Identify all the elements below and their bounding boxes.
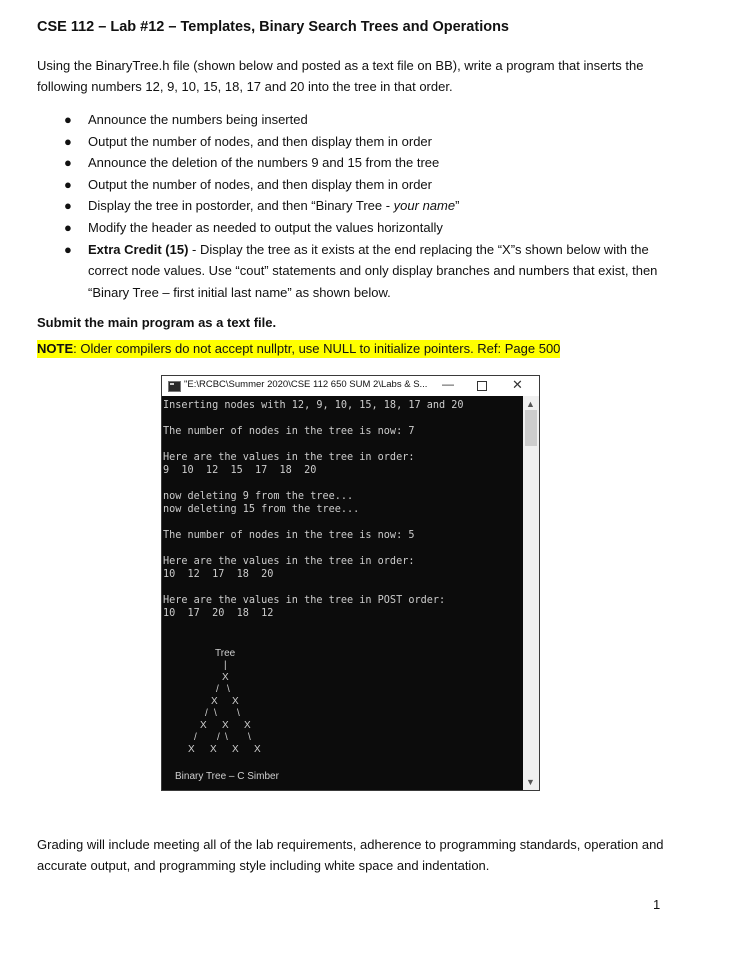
console-app-icon [168,381,181,392]
page-number: 1 [653,897,661,912]
tree-branch-right: \ [214,708,217,719]
bullet-icon: ● [64,133,72,149]
bullet-icon: ● [64,198,72,214]
tree-branch-right: \ [225,732,228,743]
list-item: ● Announce the deletion of the numbers 9 and 15 from the tree [62,152,662,174]
tree-signature: Binary Tree – C Simber [175,771,279,782]
list-item: ● Modify the header as needed to output the values horizontally [62,217,662,239]
requirements-list [62,109,662,303]
console-line: 9 10 12 15 17 18 20 [163,465,317,476]
note-highlight: NOTE: Older compilers do not accept nullptr, use NULL to initialize pointers. Ref: Page 500 [37,341,561,356]
console-line: 10 12 17 18 20 [163,569,274,580]
tree-node: X [222,720,229,731]
bullet-icon: ● [64,155,72,171]
bullet-icon: ● [64,176,72,192]
grading-paragraph: Grading will include meeting all of the lab requirements, adherence to programming standards, operation and accurate output, and programming style including white space and indentation. [37,837,664,873]
list-item: ● Announce the numbers being inserted [62,109,662,131]
console-line: Here are the values in the tree in order: [163,452,415,463]
tree-branch-left: / [205,708,208,719]
console-scrollbar[interactable] [523,396,539,790]
list-item: ● Output the number of nodes, and then display them in order [62,174,662,196]
bullet-icon: ● [64,112,72,127]
console-line: Here are the values in the tree in order: [163,556,415,567]
bullet-icon: ● [64,219,72,235]
tree-node: X [232,744,239,755]
bullet-icon: ● [64,241,72,257]
console-line: The number of nodes in the tree is now: 5 [163,530,415,541]
scroll-up-icon[interactable]: ▲ [526,399,535,409]
tree-node: X [222,672,229,683]
tree-node: X [210,744,217,755]
console-titlebar [162,376,539,396]
submit-instruction: Submit the main program as a text file. [37,315,277,330]
console-window-title: "E:\RCBC\Summer 2020\CSE 112 650 SUM 2\Labs & S... [184,379,428,390]
console-line: now deleting 15 from the tree... [163,504,360,515]
list-item: ● Output the number of nodes, and then display them in order [62,131,662,153]
tree-node: X [232,696,239,707]
close-icon[interactable]: ✕ [512,377,523,392]
console-line: The number of nodes in the tree is now: 7 [163,426,415,437]
tree-node: X [254,744,261,755]
list-item: ● Display the tree in postorder, and then “Binary Tree - your name” [62,195,662,217]
tree-node: X [188,744,195,755]
list-item-extra-credit: ● Extra Credit (15) - Display the tree as it exists at the end replacing the “X”s shown below with the correct node values. Use “cout” statements and only display branches and numbers that exist, then “Binary Tree – first initial last name” as shown below. [62,239,662,304]
scroll-down-icon[interactable]: ▼ [526,777,535,787]
intro-paragraph: Using the BinaryTree.h file (shown below and posted as a text file on BB), write a program that inserts the following numbers 12, 9, 10, 15, 18, 17 and 20 into the tree in that order. [37,58,644,94]
tree-node: X [244,720,251,731]
tree-branch-left: / [216,684,219,695]
tree-node: X [211,696,218,707]
tree-branch-right: \ [227,684,230,695]
console-line: Here are the values in the tree in POST order: [163,595,446,606]
console-screenshot [161,375,540,791]
console-line: 10 17 20 18 12 [163,608,274,619]
minimize-icon[interactable]: — [442,377,454,391]
tree-branch-right: \ [237,708,240,719]
console-line: now deleting 9 from the tree... [163,491,354,502]
tree-branch-left: / [194,732,197,743]
scrollbar-thumb[interactable] [525,410,537,446]
page-title: CSE 112 – Lab #12 – Templates, Binary Search Trees and Operations [37,19,510,35]
maximize-icon[interactable] [477,381,487,391]
tree-node: X [200,720,207,731]
tree-branch-left: / [217,732,220,743]
tree-stem: | [224,660,227,671]
tree-label: Tree [215,648,236,659]
ascii-tree [162,648,362,788]
tree-branch-right: \ [248,732,251,743]
console-line: Inserting nodes with 12, 9, 10, 15, 18, 17 and 20 [163,400,464,411]
